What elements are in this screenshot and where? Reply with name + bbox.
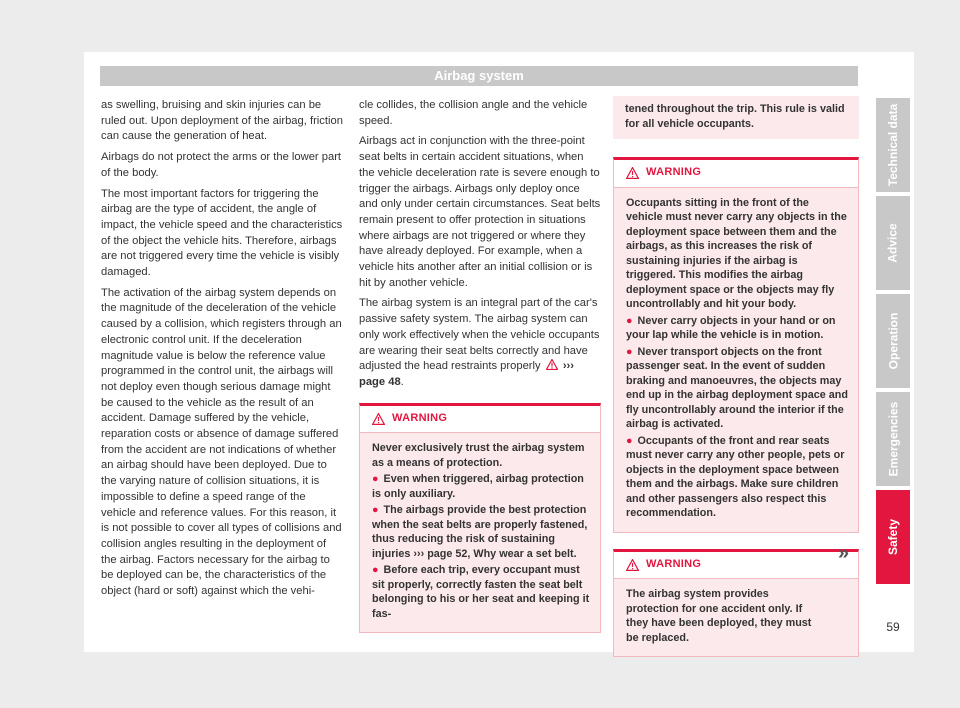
warning-header	[360, 406, 600, 434]
bullet-text: Never carry objects in your hand or on your lap while the vehicle is in motion.	[626, 314, 836, 342]
warning-intro: Occupants sitting in the front of the vehicle must never carry any objects in the deployment space between them and the airbags, as this increases the risk of sustaining injuries if the airbag is triggered. This modifies the airbag deployment space or the objects may fly uncontrollably and hit your body.	[626, 196, 847, 311]
warning-body	[614, 579, 858, 656]
tab-label: Technical data	[886, 103, 901, 187]
continued-note: tened throughout the trip. This rule is valid for all vehicle occupants.	[613, 96, 859, 139]
warning-triangle-icon	[626, 559, 639, 571]
tab-emergencies[interactable]	[876, 392, 910, 486]
column-2	[359, 98, 601, 633]
paragraph: Airbags act in conjunction with the three-point seat belts in certain accident situations, when the vehicle deceleration rate is severe enough to trigger the airbags. Airbags only deploy once and only under certain circumstances. Seat belts remain present to offer protection in situations where airbags are not triggered or where they have already deployed. For example, when a vehicle hits another after an initial collision or is hit by another vehicle.	[359, 135, 601, 289]
tab-label: Operation	[886, 312, 901, 370]
warning-body	[614, 188, 858, 532]
column-3	[613, 96, 859, 657]
bullet-text: Occupants of the front and rear seats must never carry any other people, pets or objects in the deployment space between them and the airbags. Make sure children and other passengers also respect this recommendation.	[626, 434, 845, 520]
warning-triangle-icon	[372, 413, 385, 425]
continue-arrow-icon: »	[838, 542, 850, 564]
tab-technical-data[interactable]	[876, 98, 910, 192]
bullet-icon: ●	[626, 314, 633, 327]
warning-bullet	[372, 503, 590, 561]
warning-triangle-icon	[626, 167, 639, 179]
paragraph: The most important factors for triggering the airbag are the type of accident, the angle of impact, the vehicle speed and the characteristics of the object the vehicle hits. Therefore, airbags are not triggered every time the vehicle is visibly damaged.	[101, 187, 343, 279]
warning-bullet	[372, 563, 590, 621]
bullet-text: Before each trip, every occupant must sit properly, correctly fasten the seat belt belonging to his or her seat and keeping it fas-	[372, 564, 590, 620]
tab-label: Advice	[886, 223, 901, 263]
tab-label: Safety	[886, 518, 900, 556]
page-number: 59	[886, 620, 900, 634]
warning-header	[614, 160, 858, 188]
page-reference-link[interactable]: ››› page 52, Why wear a set belt	[413, 547, 574, 560]
warning-intro: Never exclusively trust the airbag system as a means of protection.	[372, 442, 585, 469]
paragraph-text: The airbag system is an integral part of the car's passive safety system. The airbag system can only work effectively when the vehicle occupants are wearing their seat belts correctly and have adjusted the head restraints properly	[359, 297, 600, 373]
bullet-icon: ●	[626, 434, 633, 447]
warning-bullet	[626, 345, 848, 432]
warning-bullet	[626, 314, 848, 343]
warning-bullet	[626, 434, 848, 521]
warning-triangle-icon	[546, 359, 558, 370]
paragraph	[359, 296, 601, 390]
page-reference-link[interactable]: ››› page 48	[359, 360, 575, 388]
bullet-text: Never transport objects on the front passenger seat. In the event of sudden braking and manoeuvres, the objects may end up in the airbag deployment space and fly uncontrollably around the interior if the airbag is activated.	[626, 345, 848, 431]
tab-safety[interactable]	[876, 490, 910, 584]
bullet-icon: ●	[372, 504, 379, 517]
warning-title: WARNING	[392, 411, 448, 424]
bullet-icon: ●	[372, 564, 379, 577]
column-1	[101, 98, 343, 605]
warning-title: WARNING	[646, 166, 702, 178]
punctuation: .	[573, 547, 577, 560]
warning-box	[359, 403, 601, 634]
tab-label: Emergencies	[886, 401, 900, 477]
bullet-text: The airbags provide the best protection when the seat belts are properly fastened, thus reducing the risk of sustaining injuries	[372, 504, 588, 560]
bullet-icon: ●	[372, 473, 379, 486]
warning-text: The airbag system provides protection for one accident only. If they have been deployed, they must be replaced.	[626, 588, 812, 644]
paragraph: as swelling, bruising and skin injuries can be ruled out. Upon deployment of the airbag, friction can cause the generation of heat.	[101, 99, 343, 143]
paragraph: cle collides, the collision angle and the vehicle speed.	[359, 99, 588, 127]
page-header: Airbag system	[100, 66, 858, 86]
punctuation: .	[400, 375, 404, 388]
warning-header	[614, 552, 858, 580]
paragraph: Airbags do not protect the arms or the lower part of the body.	[101, 151, 342, 179]
bullet-text: Even when triggered, airbag protection is only auxiliary.	[372, 473, 584, 500]
warning-box	[613, 157, 859, 533]
tab-operation[interactable]	[876, 294, 910, 388]
warning-body	[360, 433, 600, 632]
warning-title: WARNING	[646, 557, 702, 570]
tab-advice[interactable]	[876, 196, 910, 290]
paragraph: The activation of the airbag system depends on the magnitude of the deceleration of the vehicle caused by a collision, which registers through an electronic control unit. If the deceleration magnitude value is below the reference value programmed in the control unit, the airbags will not deploy even though serious damage might be caused to the vehicle as the result of an accident. Damage suffered by the vehicle, reparation costs or absence of damage suffered from the accident are not indications of whether an airbag should have been deployed. Due to the varying nature of collision situations, it is impossible to define a speed range of the vehicle and reference values. For this reason, it is not possible to cover all types of collisions and collision angles resulting in the deployment of the airbag. Factors necessary for the airbag to be deployed can be, the characteristics of the object (hard or soft) against which the vehi-	[101, 286, 342, 598]
warning-bullet	[372, 472, 590, 501]
warning-box	[613, 549, 859, 658]
bullet-icon: ●	[626, 345, 633, 358]
